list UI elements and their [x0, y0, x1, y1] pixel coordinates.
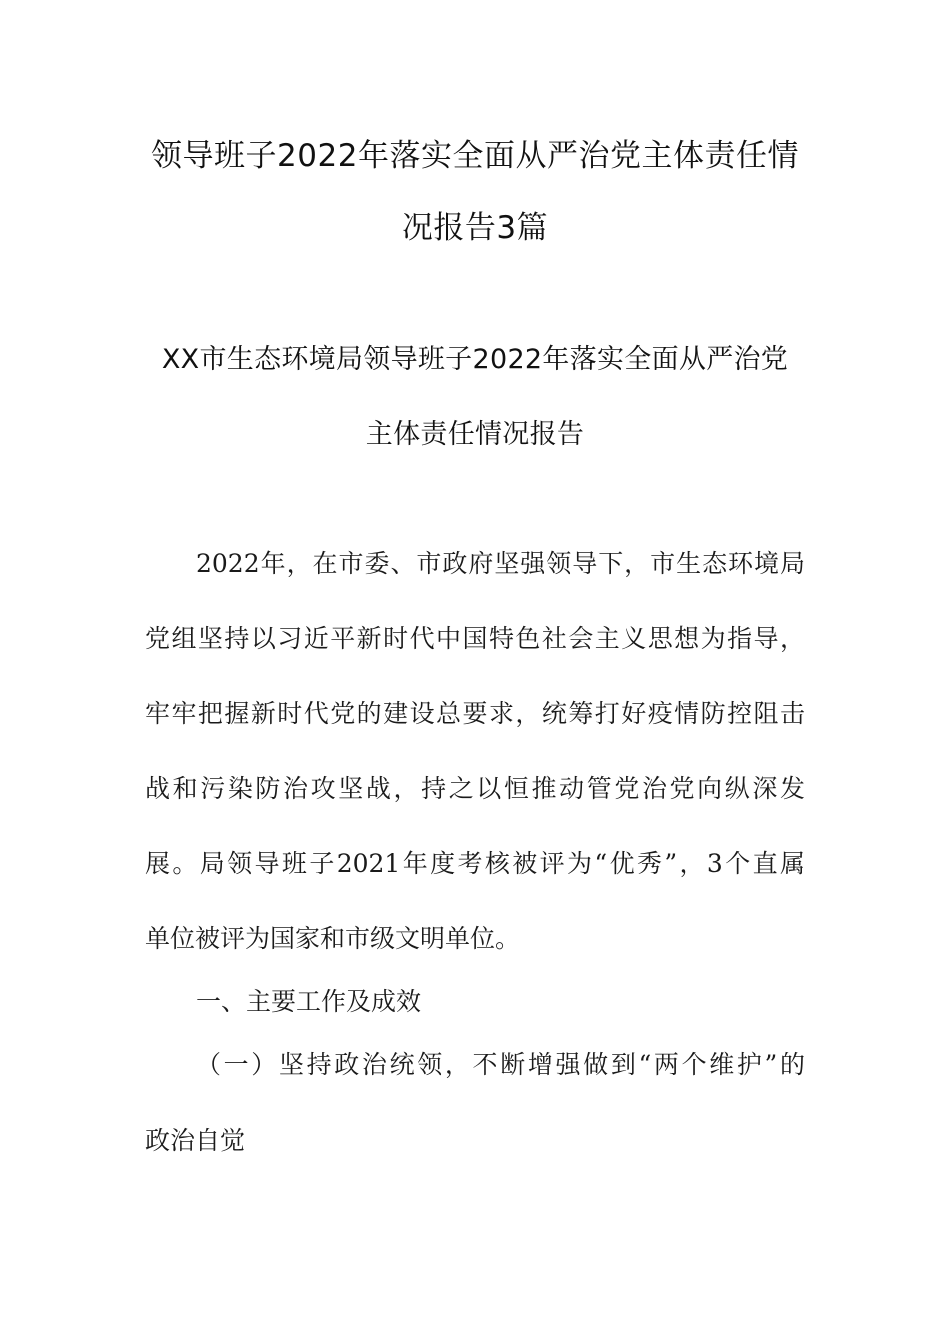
body-paragraph-1-line-2: 党组坚持以习近平新时代中国特色社会主义思想为指导，: [145, 624, 805, 653]
subsection-heading-1-line-2: 政治自觉: [145, 1126, 246, 1155]
body-paragraph-1-line-4: 战和污染防治攻坚战，持之以恒推动管党治党向纵深发: [145, 774, 805, 803]
body-paragraph-1-line-6: 单位被评为国家和市级文明单位。: [145, 924, 521, 953]
document-title-line-1: 领导班子2022年落实全面从严治党主体责任情: [151, 138, 799, 174]
report-subtitle-line-1: XX市生态环境局领导班子2022年落实全面从严治党: [161, 344, 789, 375]
body-paragraph-1-line-1: 2022年，在市委、市政府坚强领导下，市生态环境局: [196, 549, 805, 578]
body-paragraph-1-line-3: 牢牢把握新时代党的建设总要求，统筹打好疫情防控阻击: [145, 699, 805, 728]
subsection-heading-1-line-1: （一）坚持政治统领，不断增强做到“两个维护”的: [196, 1050, 805, 1079]
report-subtitle-line-2: 主体责任情况报告: [365, 419, 585, 450]
document-title-line-2: 况报告3篇: [401, 210, 549, 246]
section-heading-1: 一、主要工作及成效: [196, 987, 422, 1016]
body-paragraph-1-line-5: 展。局领导班子2021年度考核被评为“优秀”，3个直属: [145, 849, 805, 878]
